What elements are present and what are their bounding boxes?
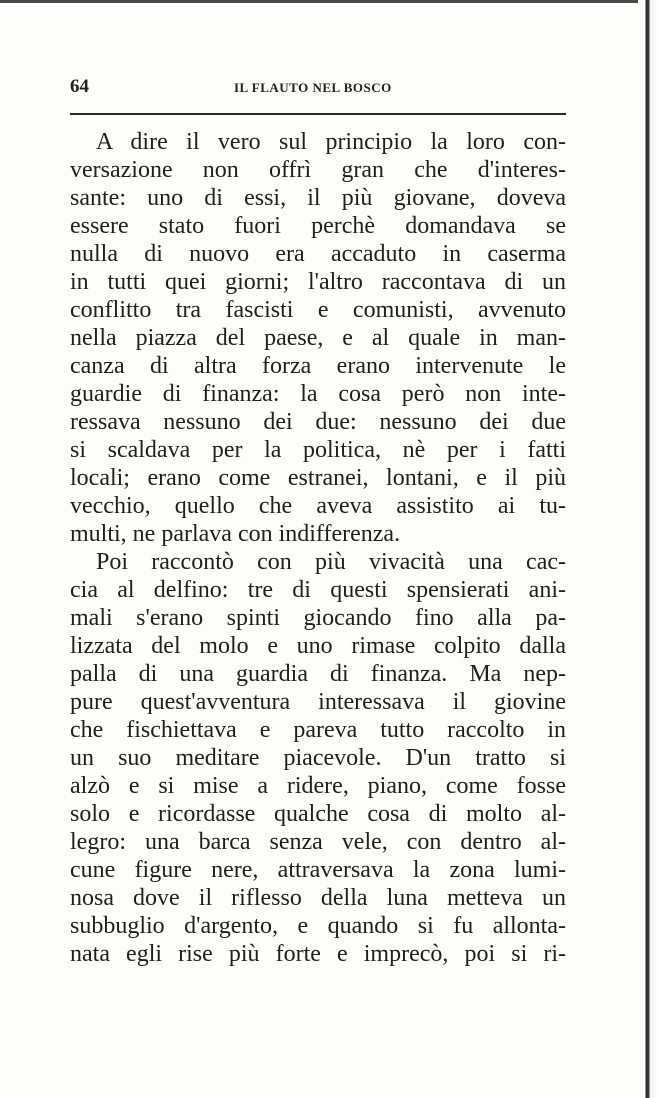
text-line: versazione non offrì gran che d'interes- [70, 157, 566, 183]
text-line: che fischiettava e pareva tutto raccolto in [70, 717, 566, 743]
page-top-edge [0, 0, 658, 3]
header-rule [70, 113, 566, 115]
text-line: in tutti quei giorni; l'altro raccontava di un [70, 269, 566, 295]
book-binding-edge [638, 0, 658, 1098]
text-line: nata egli rise più forte e imprecò, poi si ri- [70, 941, 566, 967]
text-line: si scaldava per la politica, nè per i fatti [70, 437, 566, 463]
text-line: pure quest'avventura interessava il giovine [70, 689, 566, 715]
text-line: legro: una barca senza vele, con dentro al- [70, 829, 566, 855]
text-line: A dire il vero sul principio la loro con- [96, 129, 566, 155]
text-line: locali; erano come estranei, lontani, e il più [70, 465, 566, 491]
text-line: Poi raccontò con più vivacità una cac- [96, 549, 566, 575]
body-text [70, 128, 566, 968]
paragraph [70, 548, 566, 968]
text-line: subbuglio d'argento, e quando si fu allonta- [70, 913, 566, 939]
text-line: conflitto tra fascisti e comunisti, avvenuto [70, 297, 566, 323]
text-line: essere stato fuori perchè domandava se [70, 213, 566, 239]
text-line: solo e ricordasse qualche cosa di molto al- [70, 801, 566, 827]
text-line: un suo meditare piacevole. D'un tratto si [70, 745, 566, 771]
text-line: nella piazza del paese, e al quale in man- [70, 325, 566, 351]
paragraph [70, 128, 566, 548]
text-line: ressava nessuno dei due: nessuno dei due [70, 409, 566, 435]
text-line: lizzata del molo e uno rimase colpito dalla [70, 633, 566, 659]
text-line: mali s'erano spinti giocando fino alla pa- [70, 605, 566, 631]
text-line: multi, ne parlava con indifferenza. [70, 521, 401, 547]
text-line: nosa dove il riflesso della luna metteva un [70, 885, 566, 911]
text-line: cia al delfino: tre di questi spensierati ani- [70, 577, 566, 603]
page-number: 64 [70, 76, 89, 97]
running-title: IL FLAUTO NEL BOSCO [234, 80, 392, 95]
page-header [70, 76, 566, 100]
text-line: vecchio, quello che aveva assistito ai tu- [70, 493, 566, 519]
text-line: cune figure nere, attraversava la zona lumi- [70, 857, 566, 883]
text-line: nulla di nuovo era accaduto in caserma [70, 241, 566, 267]
text-line: alzò e si mise a ridere, piano, come fosse [70, 773, 566, 799]
text-line: guardie di finanza: la cosa però non inte- [70, 381, 566, 407]
text-line: sante: uno di essi, il più giovane, doveva [70, 185, 566, 211]
text-line: canza di altra forza erano intervenute le [70, 353, 566, 379]
text-line: palla di una guardia di finanza. Ma nep- [70, 661, 566, 687]
